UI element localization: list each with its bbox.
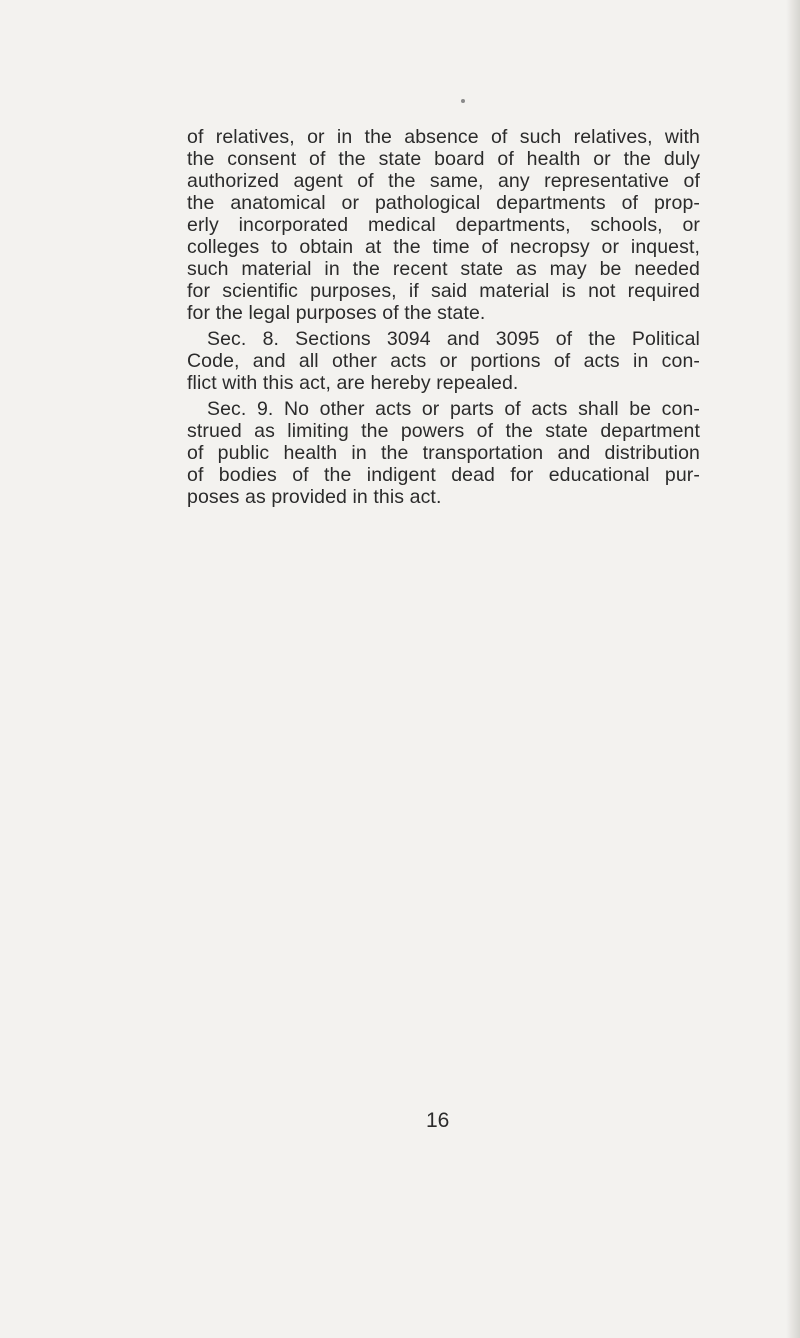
text-line: strued as limiting the powers of the state department	[187, 420, 700, 442]
text-line: colleges to obtain at the time of necropsy or inquest,	[187, 236, 700, 258]
paragraph-sec-8	[187, 328, 700, 394]
text-line: such material in the recent state as may be needed	[187, 258, 700, 280]
body-text	[187, 126, 700, 508]
paper-speck	[461, 99, 465, 103]
text-line: authorized agent of the same, any representative of	[187, 170, 700, 192]
text-line: for scientific purposes, if said material is not required	[187, 280, 700, 302]
text-line: erly incorporated medical departments, schools, or	[187, 214, 700, 236]
text-line: the consent of the state board of health or the duly	[187, 148, 700, 170]
paragraph-sec-9	[187, 398, 700, 508]
text-line: poses as provided in this act.	[187, 486, 442, 508]
text-line: Code, and all other acts or portions of acts in con-	[187, 350, 700, 372]
page-number: 16	[426, 1109, 450, 1132]
paragraph-1	[187, 126, 700, 324]
page-edge-shadow	[786, 0, 800, 1338]
text-line: Sec. 9. No other acts or parts of acts shall be con-	[207, 398, 700, 420]
text-line: of public health in the transportation and distribution	[187, 442, 700, 464]
text-line: flict with this act, are hereby repealed.	[187, 372, 519, 394]
text-line: of relatives, or in the absence of such relatives, with	[187, 126, 700, 148]
text-line: the anatomical or pathological departments of prop-	[187, 192, 700, 214]
text-line: Sec. 8. Sections 3094 and 3095 of the Political	[207, 328, 700, 350]
text-line: of bodies of the indigent dead for educational pur-	[187, 464, 700, 486]
text-line: for the legal purposes of the state.	[187, 302, 486, 324]
